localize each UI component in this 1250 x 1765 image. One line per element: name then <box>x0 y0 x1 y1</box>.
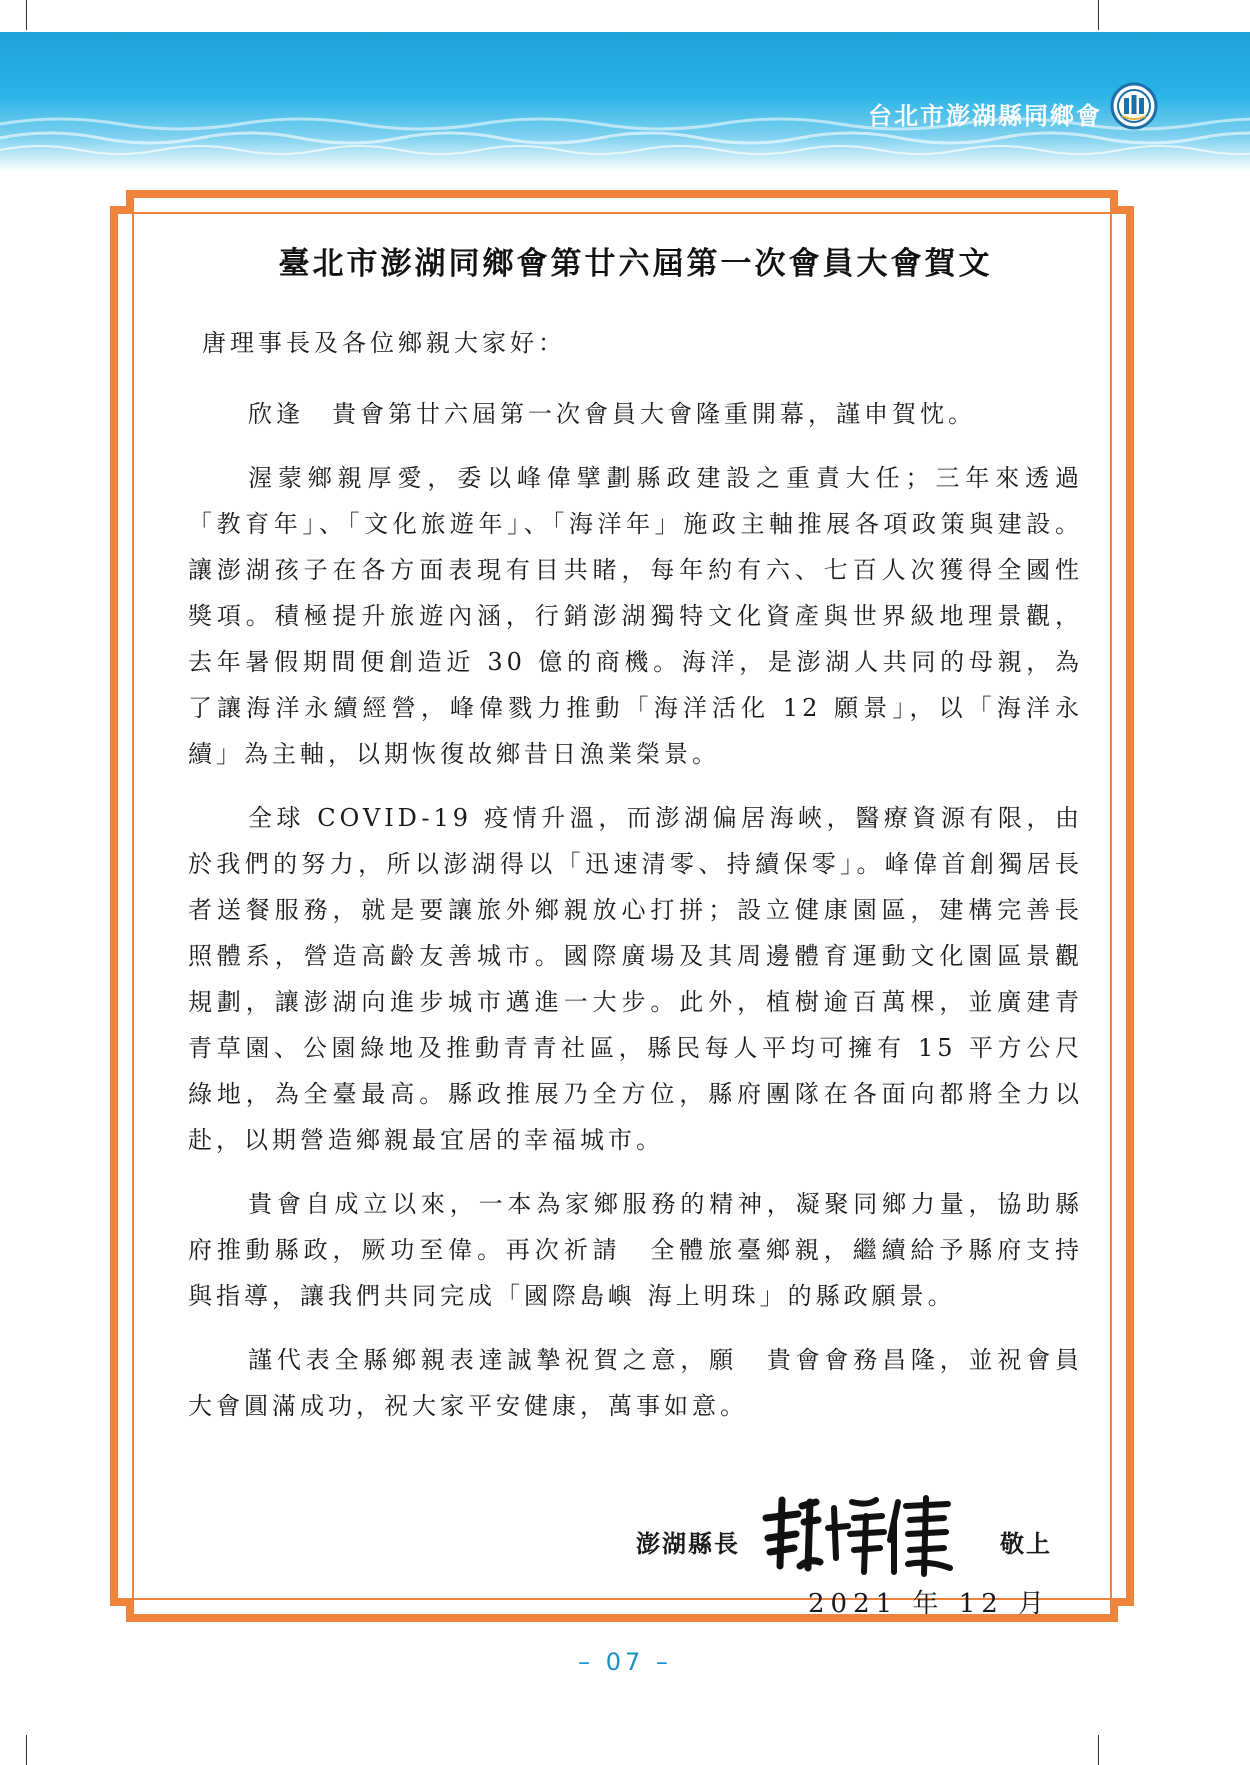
frame-corner <box>1110 190 1134 214</box>
crop-mark <box>26 1735 27 1765</box>
association-emblem-icon <box>1110 82 1158 130</box>
frame-corner <box>110 190 134 214</box>
paragraph-opening: 欣逢 貴會第廿六屆第一次會員大會隆重開幕，謹申賀忱。 <box>248 400 976 428</box>
paragraph-blessing: 謹代表全縣鄉親表達誠摯祝賀之意，願 貴會會務昌隆，並祝會員大會圓滿成功，祝大家平安健康，萬事如意。 <box>188 1346 1083 1420</box>
organization-name: 台北市澎湖縣同鄉會 <box>868 102 1102 130</box>
handwritten-signature <box>758 1488 958 1578</box>
crop-mark <box>1098 0 1099 30</box>
letter-title: 臺北市澎湖同鄉會第廿六屆第一次會員大會賀文 <box>278 246 993 282</box>
frame-corner <box>110 1598 134 1622</box>
signature-block <box>188 1488 1083 1578</box>
salutation: 唐理事長及各位鄉親大家好： <box>202 329 566 357</box>
crop-mark <box>26 0 27 30</box>
signer-title: 澎湖縣長 <box>636 1530 740 1558</box>
letter-frame <box>110 190 1134 1622</box>
signature-closing: 敬上 <box>1000 1530 1052 1558</box>
paragraph-covid-welfare: 全球 COVID-19 疫情升溫，而澎湖偏居海峽，醫療資源有限，由於我們的努力，所以澎湖得以「迅速清零、持續保零」。峰偉首創獨居長者送餐服務，就是要讓旅外鄉親放心打拼；設立健康園區，建構完善長照體系，營造高齡友善城市。國際廣場及其周邊體育運動文化園區景觀規劃，讓澎湖向進步城市邁進一大步。此外，植樹逾百萬棵，並廣建青青草園、公園綠地及推動青青社區，縣民每人平均可擁有 15 平方公尺綠地，為全臺最高。縣政推展乃全方位，縣府團隊在各面向都將全力以赴，以期營造鄉親最宜居的幸福城市。 <box>188 804 1083 1154</box>
crop-mark <box>1098 1735 1099 1765</box>
frame-corner <box>1110 1598 1134 1622</box>
letter-date: 2021 年 12 月 <box>808 1589 1051 1619</box>
paragraph-thanks: 貴會自成立以來，一本為家鄉服務的精神，凝聚同鄉力量，協助縣府推動縣政，厥功至偉。再次祈請 全體旅臺鄉親，繼續給予縣府支持與指導，讓我們共同完成「國際島嶼 海上明珠」的縣政願景。 <box>188 1190 1083 1310</box>
paragraph-achievements: 渥蒙鄉親厚愛，委以峰偉擘劃縣政建設之重責大任；三年來透過「教育年」、「文化旅遊年」、「海洋年」施政主軸推展各項政策與建設。讓澎湖孩子在各方面表現有目共睹，每年約有六、七百人次獲得全國性獎項。積極提升旅遊內涵，行銷澎湖獨特文化資產與世界級地理景觀，去年暑假期間便創造近 30 億的商機。海洋，是澎湖人共同的母親，為了讓海洋永續經營，峰偉戮力推動「海洋活化 12 願景」，以「海洋永續」為主軸，以期恢復故鄉昔日漁業榮景。 <box>188 464 1083 768</box>
letter-body <box>188 238 1083 1619</box>
page-number: – 07 – <box>578 1648 672 1676</box>
